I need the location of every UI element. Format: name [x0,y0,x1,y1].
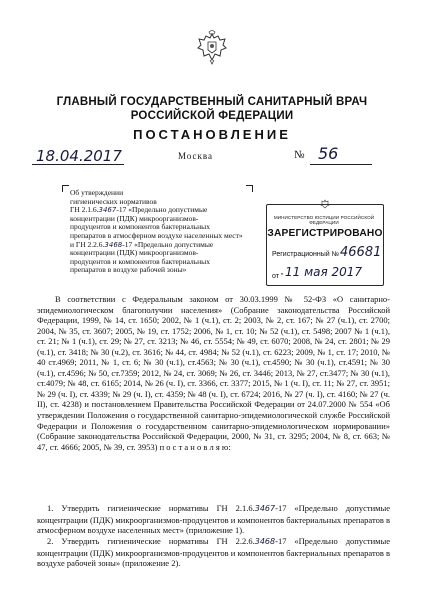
decree-item-1 [37,503,390,536]
stamp-reg-label: Регистрационный № [272,251,340,258]
subject-line: Об утверждении [70,188,124,197]
decree-item-2 [37,536,390,569]
preamble-paragraph: В соответствии с Федеральным законом от 30.03.1999 № 52-ФЗ «О санитарно-эпидемиологическом благополучии населения» (Собрание законодательства Российской Федерации, 1999, № 14, ст. 1650; 2002, № 1 (ч.1), ст. 2; 2003, № 2, ст. 167; № 27 (ч.1), ст. 2700; 2004, № 35, ст. 3607; 2005, № 19, ст. 1752; 2006, № 1, ст. 10; № 52 (ч.1), ст. 5498; 2007 № 1 (ч.1), ст. 21; № 1 (ч.1), ст. 29; № 27, ст. 3213; № 46, ст. 5554; № 49, ст. 6070; 2008, № 24, ст. 2801; № 29 (ч.1), ст. 3418; № 30 (ч.2), ст. 3616; № 44, ст. 4984; № 52 (ч.1), ст. 6223; 2009, № 1, ст. 17; 2010, № 40 ст.4969; 2011, № 1, ст. 6; № 30 (ч.1), ст.4563; № 30 (ч.1), ст.4590; № 30 (ч.1), ст.4591; № 30 (ч.1), ст.4596; № 50, ст.7359; 2012, № 24, ст. 3069; № 26, ст. 3446; 2013, № 27, ст.3477; № 30 (ч.1), ст.4079; № 48, ст. 6165; 2014, № 26 (ч. I), ст. 3366, ст. 3377; 2015, № 1 (ч. I), ст. 11; № 27, ст. 3951; № 29 (ч. I), ст. 4339; № 29 (ч. I), ст. 4359; № 48 (ч. I), ст. 6724; 2016, № 27 (ч. I), ст. 4160; № 27 (ч. II), ст. 4238) и постановлением Правительства Российской Федерации от 24.07.2000 № 554 «Об утверждении Положения о государственной санитарно-эпидемиологической службе Российской Федерации и Положения о государственном санитарно-эпидемиологическом нормировании» (Собрание законодательства Российской Федерации, 2000, № 31, ст. 3295; 2004, № 8, ст. 663; № 47, ст. 4666; 2005, № 39, ст. 3953) п о с т а н о в л я ю: [37,294,390,452]
subject-block [70,189,270,275]
item-text: -17 «Предельно допустимые концентрации (ПДК) микроорганизмов-продуцентов и компонентов бактериальных препаратов в воздухе рабочей зоны» (приложение 2). [37,536,390,569]
stamp-from-label: от " [272,273,284,280]
handwritten-norm-number: 3467 [98,206,117,215]
document-number: 56 [318,144,339,163]
item-text: -17 «Предельно допустимые концентрации (ПДК) микроорганизмов-продуцентов и компонентов бактериальных препаратов в атмосферном воздухе населенных мест» (приложение 1). [37,503,390,536]
subject-line: гигиенических нормативов [70,196,157,206]
stamp-reg-date: 11 мая 2017 [285,265,363,279]
number-sign: № [294,149,305,161]
item-text: 2. Утвердить гигиенические нормативы ГН 2.2.6. [47,536,255,546]
subject-text: ГН 2.1.6. [70,205,99,215]
emblem-icon [196,30,228,66]
org-title-line1: ГЛАВНЫЙ ГОСУДАРСТВЕННЫЙ САНИТАРНЫЙ ВРАЧ [56,96,368,108]
subject-line: препаратов в воздухе рабочей зоны» [70,265,187,275]
item-text: 1. Утвердить гигиенические нормативы ГН 2.1.6. [47,503,255,513]
org-title-line2: РОССИЙСКОЙ ФЕДЕРАЦИИ [130,110,294,122]
subject-text: и ГН 2.2.6. [70,239,105,249]
subject-corner-left [62,185,69,192]
subject-line: продуцентов и компонентов бактериальных [70,256,210,266]
number-underline [310,164,372,165]
subject-line: концентрации (ПДК) микроорганизмов- [70,213,199,223]
stamp-ministry: МИНИСТЕРСТВО ЮСТИЦИИ РОССИЙСКОЙ ФЕДЕРАЦИИ [273,215,375,225]
subject-text: -17 «Предельно допустимые [122,239,214,249]
city: Москва [178,151,213,161]
subject-text: -17 «Предельно допустимые [116,205,208,215]
handwritten-norm-number: 3468 [104,240,123,249]
document-type: ПОСТАНОВЛЕНИЕ [133,127,291,142]
stamp-registered: ЗАРЕГИСТРИРОВАНО [267,228,383,239]
date-underline [32,164,124,165]
document-date: 18.04.2017 [36,147,122,165]
stamp-reg-number: 46681 [340,245,382,260]
handwritten-norm-number: 3467 [254,504,276,513]
stamp-emblem-icon [320,199,330,209]
subject-line: продуцентов и компонентов бактериальных [70,222,210,232]
subject-line: концентрации (ПДК) микроорганизмов- [70,248,199,258]
handwritten-norm-number: 3468 [254,537,276,546]
subject-corner-right [246,185,253,192]
subject-line: препаратов в атмосферном воздухе населенных мест» [70,230,243,240]
